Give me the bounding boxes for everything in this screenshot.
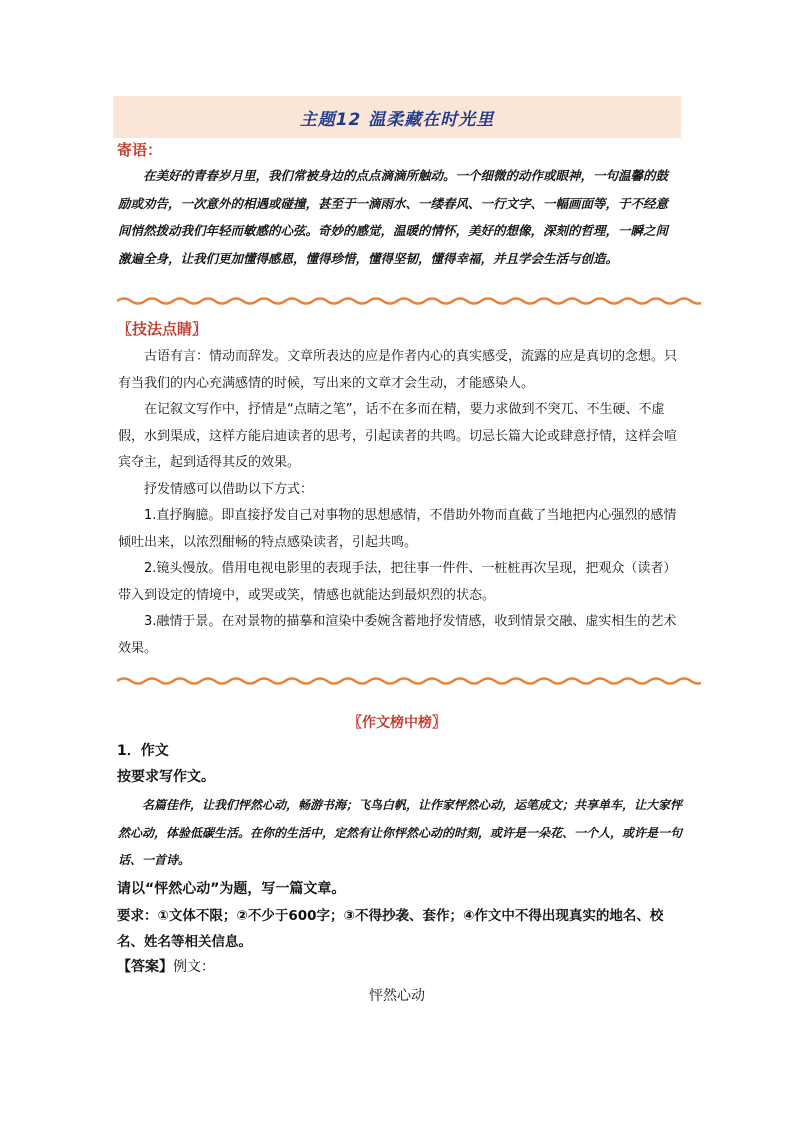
jifa-paragraph-6: 3.融情于景。在对景物的描摹和渲染中委婉含蓄地抒发情感，收到情景交融、虚实相生的艺术效果。 (118, 614, 677, 656)
page-title: 主题12 温柔藏在时光里 (299, 110, 495, 130)
essay-prompt-text: 名篇佳作，让我们怦然心动，畅游书海；飞鸟白帆，让作家怦然心动，运笔成文；共享单车，让大家怦然心动，体验低碳生活。在你的生活中，定然有让你怦然心动的时刻，或许是一朵花、一个人，或许是一句话、一首诗。 (118, 798, 683, 867)
jifa-paragraph-4: 1.直抒胸臆。即直接抒发自己对事物的思想感情，不借助外物而直截了当地把内心强烈的感情倾吐出来，以浓烈酣畅的特点感染读者，引起共鸣。 (118, 508, 677, 550)
answer-line (117, 956, 215, 976)
answer-text: 例文： (173, 959, 215, 975)
title-request: 请以“怦然心动”为题，写一篇文章。 (117, 881, 346, 897)
wavy-divider (117, 296, 701, 306)
jifa-label: 〖技法点睛〗 (117, 320, 208, 338)
essay-title: 怦然心动 (369, 988, 425, 1004)
jifa-body (118, 344, 684, 662)
jiyu-label: 寄语： (117, 141, 163, 159)
jifa-paragraph-3: 抒发情感可以借助以下方式： (144, 481, 314, 497)
jifa-paragraph-1: 古语有言：情动而辞发。文章所表达的应是作者内心的真实感受，流露的应是真切的念想。只有当我们的内心充满感情的时候，写出来的文章才会生动，才能感染人。 (118, 349, 678, 391)
wavy-divider (117, 676, 701, 686)
jifa-paragraph-5: 2.镜头慢放。借用电视电影里的表现手法，把往事一件件、一桩桩再次呈现，把观众（读者）带入到设定的情境中，或哭或笑，情感也就能达到最炽烈的状态。 (118, 561, 677, 603)
item-label: 1．作文 (117, 743, 169, 759)
title-banner (113, 96, 681, 138)
zuowen-section-label: 〖作文榜中榜〗 (348, 715, 446, 731)
answer-label: 【答案】 (117, 959, 173, 975)
instruction: 按要求写作文。 (117, 769, 215, 785)
jifa-paragraph-2: 在记叙文写作中，抒情是“点睛之笔”，话不在多而在精，要力求做到不突兀、不生硬、不虚假，水到渠成，这样方能启迪读者的思考，引起读者的共鸣。切忌长篇大论或肆意抒情，这样会喧宾夺主，起到适得其反的效果。 (118, 402, 678, 470)
jiyu-text (118, 162, 678, 272)
requirements: 要求：①文体不限；②不少于600字；③不得抄袭、套作；④作文中不得出现真实的地名、校名、姓名等相关信息。 (117, 908, 664, 950)
essay-prompt (118, 792, 684, 875)
jiyu-paragraph: 在美好的青春岁月里，我们常被身边的点点滴滴所触动。一个细微的动作或眼神，一句温馨的鼓励或劝告，一次意外的相遇或碰撞，甚至于一滴雨水、一缕春风、一行文字、一幅画面等，于不经意间悄然拨动我们年轻而敏感的心弦。奇妙的感觉，温暖的情怀，美好的想像，深刻的哲理，一瞬之间激遍全身，让我们更加懂得感恩，懂得珍惜，懂得坚韧，懂得幸福，并且学会生活与创造。 (118, 168, 669, 266)
